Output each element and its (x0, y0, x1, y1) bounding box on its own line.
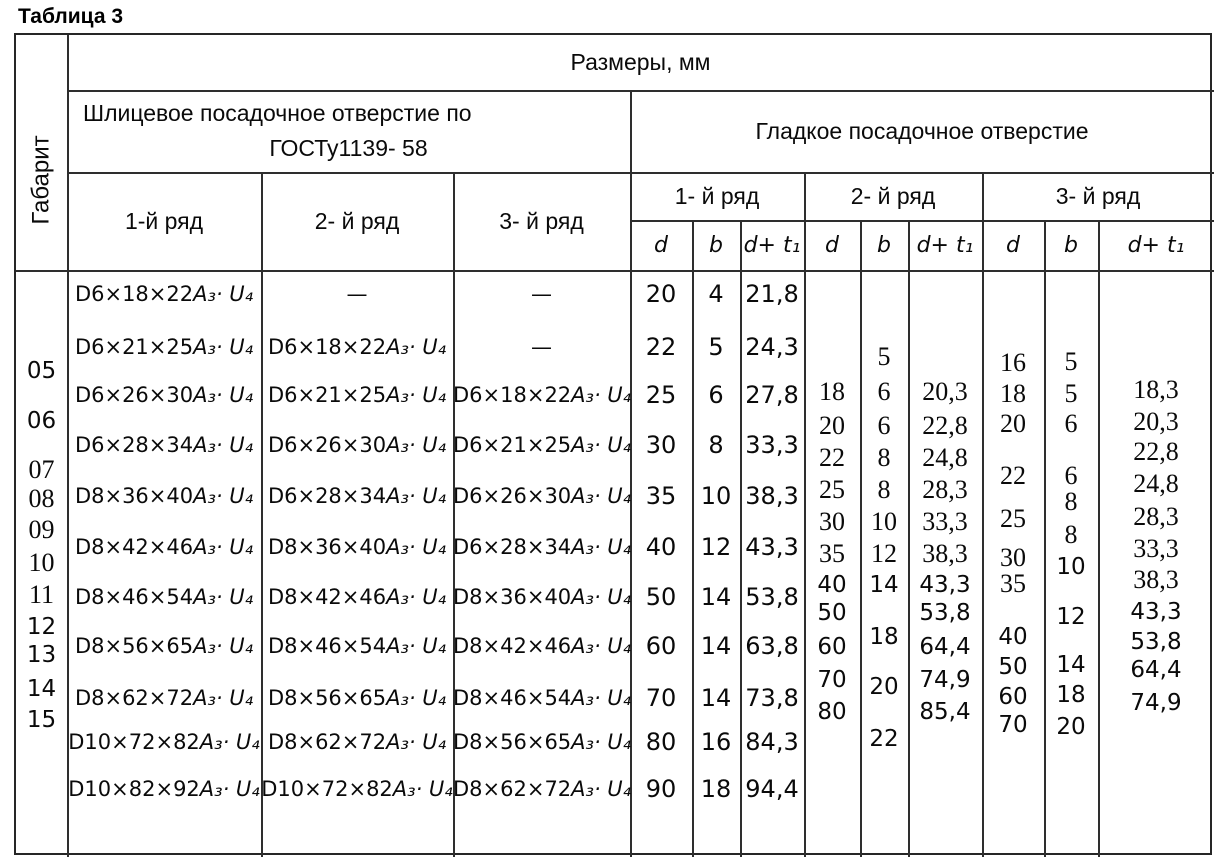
header-b-col-2: b (877, 232, 891, 258)
d-value: 60 (817, 634, 847, 660)
spline-designation: D8×46×54A₃· U₄ (74, 585, 254, 609)
spline-designation: D8×46×54A₃· U₄ (267, 634, 447, 658)
b-value: 14 (700, 684, 732, 712)
header-spline-series-2: 2- й ряд (314, 207, 400, 234)
dt1-value: 64,4 (1130, 657, 1182, 683)
header-spline-series-1: 1-й ряд (124, 207, 204, 234)
dt1-value: 20,3 (922, 377, 968, 406)
header-smooth-series-3: 3- й ряд (1055, 182, 1141, 209)
dt1-value: 33,3 (745, 431, 799, 459)
spline-designation: D8×42×46A₃· U₄ (453, 634, 632, 658)
b-value: 22 (869, 726, 899, 752)
dt1-value: 38,3 (745, 482, 799, 510)
header-b-col-3: b (1064, 232, 1078, 258)
d-value: 25 (645, 381, 677, 409)
dt1-value: 24,8 (922, 443, 968, 472)
d-value: 70 (998, 712, 1028, 738)
d-value: 20 (645, 280, 677, 308)
d-value: 20 (819, 411, 845, 440)
b-value: 6 (708, 381, 724, 409)
gabarit-value: 13 (26, 642, 57, 668)
b-value: 8 (1064, 520, 1078, 549)
b-value: 8 (708, 431, 724, 459)
spline-designation: D8×46×54A₃· U₄ (453, 686, 632, 710)
d-value: 35 (1000, 569, 1026, 598)
spline-designation: D6×28×34A₃· U₄ (267, 484, 447, 508)
b-value: 18 (869, 624, 899, 650)
column-gabarit-values (16, 270, 67, 857)
header-smooth-series-2: 2- й ряд (850, 182, 936, 209)
header-d-col-2: d (825, 232, 839, 258)
d-value: 25 (819, 475, 845, 504)
column-smooth3-dt1 (1098, 270, 1214, 857)
dt1-value: 20,3 (1133, 407, 1179, 436)
dt1-value: 33,3 (1133, 534, 1179, 563)
b-value: 16 (700, 728, 732, 756)
b-value: 8 (877, 443, 891, 472)
d-value: 30 (1000, 543, 1026, 572)
b-value: 10 (1056, 554, 1086, 580)
column-smooth1-b (692, 270, 740, 857)
column-smooth1-d (630, 270, 692, 857)
spline-designation: D8×62×72A₃· U₄ (453, 777, 632, 801)
spline-designation: D6×18×22A₃· U₄ (453, 383, 632, 407)
b-value: 5 (1064, 379, 1078, 408)
d-value: 50 (817, 600, 847, 626)
spline-designation: D8×56×65A₃· U₄ (453, 730, 632, 754)
spline-designation: D10×82×92A₃· U₄ (68, 777, 260, 801)
dt1-value: 63,8 (745, 632, 799, 660)
header-gabarit (16, 90, 67, 270)
d-value: 25 (1000, 504, 1026, 533)
spline-designation: D6×21×25A₃· U₄ (74, 335, 254, 359)
d-value: 40 (817, 572, 847, 598)
dt1-value: 27,8 (745, 381, 799, 409)
b-value: 14 (1056, 652, 1086, 678)
b-value: 18 (1056, 682, 1086, 708)
b-value: 6 (877, 411, 891, 440)
spline-designation: D8×36×40A₃· U₄ (267, 535, 447, 559)
spline-designation: D8×36×40A₃· U₄ (74, 484, 254, 508)
b-value: 12 (700, 533, 732, 561)
b-value: 6 (877, 377, 891, 406)
spline-designation: D6×26×30A₃· U₄ (74, 383, 254, 407)
d-value: 30 (819, 507, 845, 536)
gabarit-value: 09 (28, 515, 55, 544)
b-value: 8 (877, 475, 891, 504)
column-smooth2-dt1 (908, 270, 982, 857)
dt1-value: 22,8 (1133, 437, 1179, 466)
gabarit-value: 14 (26, 676, 57, 702)
dimension-table (14, 33, 1212, 855)
header-dt1-col-2: d+ t₁ (916, 232, 974, 258)
spline-designation: D8×36×40A₃· U₄ (453, 585, 632, 609)
d-value: 80 (817, 699, 847, 725)
d-value: 50 (645, 583, 677, 611)
dt1-value: 84,3 (745, 728, 799, 756)
b-value: 12 (871, 539, 897, 568)
spline-designation: D6×21×25A₃· U₄ (453, 433, 632, 457)
gabarit-value: 05 (26, 358, 57, 384)
d-value: 18 (1000, 379, 1026, 408)
d-value: 70 (817, 667, 847, 693)
dt1-value: 43,3 (745, 533, 799, 561)
dt1-value: 43,3 (919, 572, 971, 598)
d-value: 22 (1000, 461, 1026, 490)
dt1-value: 24,8 (1133, 469, 1179, 498)
b-value: 10 (871, 507, 897, 536)
header-d-col-3: d (1006, 232, 1020, 258)
d-value: 50 (998, 654, 1028, 680)
d-value: 30 (645, 431, 677, 459)
b-value: 14 (700, 632, 732, 660)
b-value: 5 (708, 333, 724, 361)
column-smooth3-b (1044, 270, 1098, 857)
d-value: 90 (645, 775, 677, 803)
dt1-value: 53,8 (919, 600, 971, 626)
header-dt1-col-1: d+ t₁ (743, 232, 801, 258)
header-smooth-series-1: 1- й ряд (674, 182, 760, 209)
b-value: 4 (708, 280, 724, 308)
b-value: 10 (700, 482, 732, 510)
spline-designation: D8×56×65A₃· U₄ (74, 634, 254, 658)
d-value: 40 (645, 533, 677, 561)
b-value: 18 (700, 775, 732, 803)
header-spline-section (67, 90, 630, 172)
dt1-value: 33,3 (922, 507, 968, 536)
dt1-value: 38,3 (922, 539, 968, 568)
spline-designation: D8×42×46A₃· U₄ (74, 535, 254, 559)
header-spline-section-line2: ГОСТу1139- 58 (269, 135, 428, 161)
header-d-col-1: d (654, 232, 668, 258)
spline-designation: D6×18×22A₃· U₄ (74, 282, 254, 306)
dt1-value: 74,9 (1130, 690, 1182, 716)
dt1-value: 64,4 (919, 634, 971, 660)
d-value: 22 (819, 443, 845, 472)
header-sizes: Размеры, мм (570, 49, 711, 75)
spline-designation: D6×18×22A₃· U₄ (267, 335, 447, 359)
spline-designation: D8×56×65A₃· U₄ (267, 686, 447, 710)
b-value: 12 (1056, 604, 1086, 630)
gabarit-value: 10 (28, 548, 55, 577)
column-smooth2-b (860, 270, 908, 857)
gabarit-value: 07 (28, 455, 55, 484)
d-value: 22 (645, 333, 677, 361)
column-smooth3-d (982, 270, 1044, 857)
spline-designation: D8×42×46A₃· U₄ (267, 585, 447, 609)
b-value: 14 (700, 583, 732, 611)
column-spline-series-2 (261, 270, 453, 857)
b-value: 8 (1064, 487, 1078, 516)
header-spline-series-3: 3- й ряд (499, 207, 584, 234)
table-caption: Таблица 3 (18, 5, 124, 28)
d-value: 35 (819, 539, 845, 568)
column-spline-series-3 (453, 270, 630, 857)
gabarit-value: 15 (26, 707, 57, 733)
d-value: 16 (1000, 348, 1026, 377)
dt1-value: 21,8 (745, 280, 799, 308)
spline-designation: D8×62×72A₃· U₄ (267, 730, 447, 754)
header-smooth-section: Гладкое посадочное отверстие (755, 117, 1089, 144)
column-smooth1-dt1 (740, 270, 804, 857)
d-value: 40 (998, 624, 1028, 650)
spline-designation: D8×62×72A₃· U₄ (74, 686, 254, 710)
d-value: 80 (645, 728, 677, 756)
d-value: 35 (645, 482, 677, 510)
spline-designation: D10×72×82A₃· U₄ (261, 777, 453, 801)
spline-designation: D6×26×30A₃· U₄ (267, 433, 447, 457)
header-spline-section-line1: Шлицевое посадочное отверстие по (83, 100, 472, 126)
spline-designation: D6×28×34A₃· U₄ (453, 535, 632, 559)
header-b-col-1: b (709, 232, 723, 258)
dt1-value: 43,3 (1130, 599, 1182, 625)
gabarit-value: 08 (28, 484, 55, 513)
dt1-value: 53,8 (1130, 629, 1182, 655)
dt1-value: 22,8 (922, 411, 968, 440)
spline-designation: — (531, 282, 552, 306)
b-value: 6 (1064, 461, 1078, 490)
b-value: 20 (1056, 714, 1086, 740)
dt1-value: 28,3 (1133, 502, 1179, 531)
spline-designation: D6×21×25A₃· U₄ (267, 383, 447, 407)
dt1-value: 38,3 (1133, 565, 1179, 594)
b-value: 5 (877, 342, 891, 371)
dt1-value: 53,8 (745, 583, 799, 611)
dt1-value: 18,3 (1133, 375, 1179, 404)
dt1-value: 74,9 (919, 667, 971, 693)
gabarit-value: 06 (26, 408, 57, 434)
gabarit-value: 12 (26, 614, 57, 640)
gabarit-value: 11 (28, 580, 55, 609)
b-value: 5 (1064, 347, 1078, 376)
d-value: 60 (998, 684, 1028, 710)
spline-designation: D6×26×30A₃· U₄ (453, 484, 632, 508)
dt1-value: 28,3 (922, 475, 968, 504)
spline-designation: — (346, 282, 368, 306)
b-value: 20 (869, 674, 899, 700)
spline-designation: D6×28×34A₃· U₄ (74, 433, 254, 457)
d-value: 60 (645, 632, 677, 660)
header-dt1-col-3: d+ t₁ (1127, 232, 1185, 258)
spline-designation: D10×72×82A₃· U₄ (68, 730, 260, 754)
dt1-value: 94,4 (745, 775, 799, 803)
d-value: 70 (645, 684, 677, 712)
dt1-value: 73,8 (745, 684, 799, 712)
dt1-value: 85,4 (919, 699, 971, 725)
d-value: 20 (1000, 409, 1026, 438)
header-gabarit-label: Габарит (27, 135, 55, 225)
dt1-value: 24,3 (745, 333, 799, 361)
spline-designation: — (531, 335, 552, 359)
column-smooth2-d (804, 270, 860, 857)
b-value: 14 (869, 572, 899, 598)
d-value: 18 (819, 377, 845, 406)
column-spline-series-1 (67, 270, 261, 857)
b-value: 6 (1064, 409, 1078, 438)
